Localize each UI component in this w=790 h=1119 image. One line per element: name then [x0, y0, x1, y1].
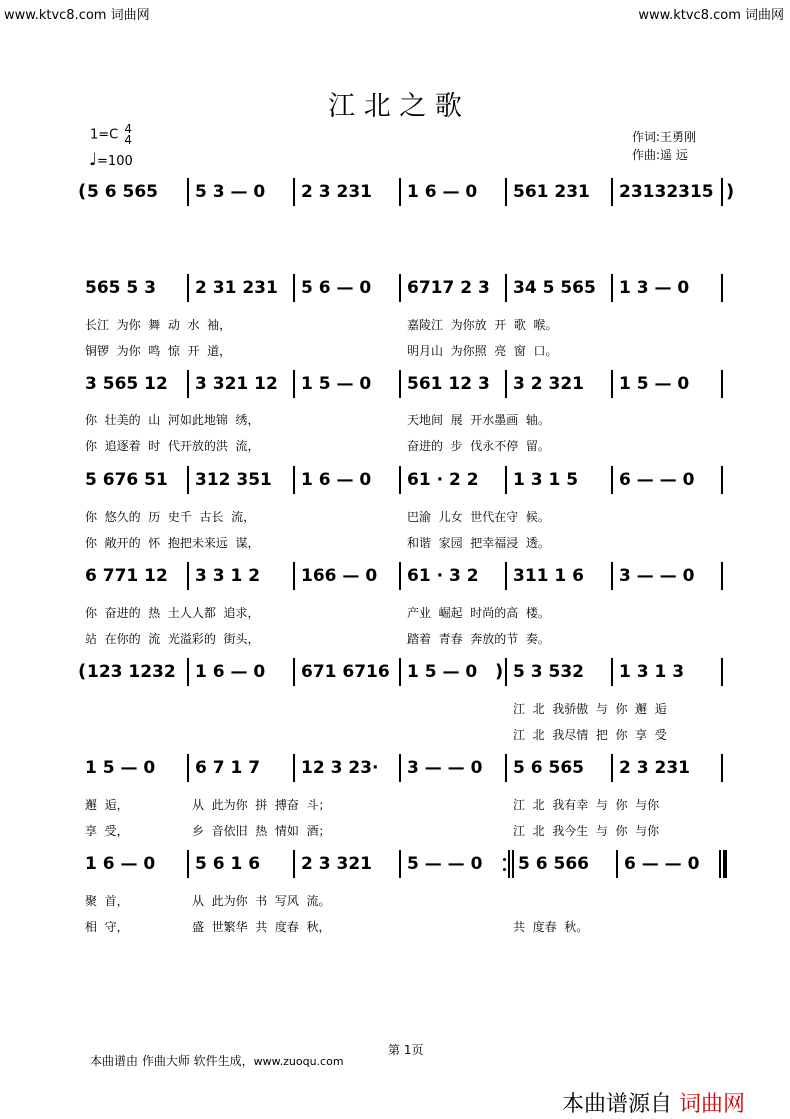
bar-line	[611, 658, 613, 686]
bar-line	[293, 754, 295, 782]
lyric-line: 踏着 青春 奔放的节 奏。	[407, 632, 550, 646]
bar-line	[721, 274, 723, 302]
measure: 561 12 3	[407, 374, 490, 394]
measure: 5 6 566	[518, 854, 589, 874]
lyric-line: 你 悠久的 历 史千 古长 流，	[85, 510, 256, 524]
bar-line	[399, 178, 401, 206]
score-row	[78, 848, 733, 878]
bar-line	[721, 562, 723, 590]
lyric-line: 和谐 家园 把幸福浸 透。	[407, 536, 550, 550]
bar-line	[505, 658, 507, 686]
lyric-line: 享 受，	[85, 824, 129, 838]
lyric-line: 江 北 我尽情 把 你 享 受	[513, 728, 667, 742]
final-bar-thin	[719, 850, 721, 878]
bar-line	[399, 850, 401, 878]
bar-line	[399, 562, 401, 590]
lyric-line: 江 北 我有幸 与 你 与你	[513, 798, 660, 812]
lyric-line: 产业 崛起 时尚的高 楼。	[407, 606, 550, 620]
bar-line	[505, 754, 507, 782]
score-row	[78, 560, 733, 590]
measure: 3 2 321	[513, 374, 584, 394]
bar-line	[187, 658, 189, 686]
bar-line	[399, 658, 401, 686]
lyric-line: 站 在你的 流 光溢彩的 街头，	[85, 632, 260, 646]
bar-line	[293, 370, 295, 398]
measure: 3 565 12	[85, 374, 168, 394]
site-watermark-left: www.ktvc8.com 词曲网	[4, 8, 150, 23]
brand-name: 词曲网	[679, 1092, 746, 1117]
measure: 5 3 — 0	[195, 182, 266, 202]
bar-line	[293, 178, 295, 206]
quarter-note-icon: ♩	[89, 150, 98, 170]
measure: 5 6 1 6	[195, 854, 261, 874]
open-paren: (	[78, 181, 87, 202]
bar-line	[611, 274, 613, 302]
bar-line	[611, 466, 613, 494]
score-row	[78, 176, 733, 206]
bar-line	[611, 370, 613, 398]
lyric-line: 江 北 我今生 与 你 与你	[513, 824, 660, 838]
measure: 123 1232	[87, 662, 176, 682]
measure: 1 6 — 0	[85, 854, 156, 874]
lyric-line: 你 敞开的 怀 抱把未来远 谋，	[85, 536, 260, 550]
footer-note	[90, 1052, 344, 1069]
bar-line	[721, 370, 723, 398]
measure: 61 · 3 2	[407, 566, 479, 586]
measure: 2 3 231	[619, 758, 690, 778]
bar-line	[187, 370, 189, 398]
bar-line	[293, 274, 295, 302]
lyric-line: 嘉陵江 为你放 开 歌 喉。	[407, 318, 558, 332]
lyric-line: 共 度春 秋。	[513, 920, 589, 934]
measure: 1 6 — 0	[301, 470, 372, 490]
time-sig-bottom: 4	[124, 133, 133, 147]
footer-text: 本曲谱由 作曲大师 软件生成，	[90, 1054, 254, 1068]
bar-line	[187, 850, 189, 878]
bar-line	[505, 274, 507, 302]
bar-line	[187, 466, 189, 494]
measure: 2 3 321	[301, 854, 372, 874]
lyric-line: 你 壮美的 山 河如此地锦 绣，	[85, 413, 260, 427]
score-row	[78, 752, 733, 782]
measure: 312 351	[195, 470, 272, 490]
lyricist-credit: 作词:王勇刚	[632, 130, 697, 144]
bar-line	[399, 274, 401, 302]
close-paren: )	[495, 661, 504, 682]
measure: 3 3 1 2	[195, 566, 261, 586]
measure: 1 6 — 0	[407, 182, 478, 202]
lyric-line: 相 守，	[85, 920, 129, 934]
bar-line	[721, 658, 723, 686]
lyric-line: 巴渝 儿女 世代在守 候。	[407, 510, 550, 524]
repeat-dot	[503, 858, 506, 861]
footer-url: www.zuoqu.com	[253, 1055, 344, 1068]
lyric-line: 铜锣 为你 鸣 惊 开 道，	[85, 344, 232, 358]
lyrics-block	[0, 316, 790, 376]
measure: 6717 2 3	[407, 278, 490, 298]
lyric-line: 天地间 展 开水墨画 轴。	[407, 413, 550, 427]
lyric-line: 明月山 为你照 亮 窗 口。	[407, 344, 558, 358]
time-signature	[124, 124, 132, 146]
lyrics-block	[0, 892, 790, 952]
bar-line	[611, 562, 613, 590]
measure: 5 6 565	[513, 758, 584, 778]
page-number: 第 1页	[388, 1043, 424, 1057]
measure: 2 3 231	[301, 182, 372, 202]
lyric-line: 邂 逅，	[85, 798, 129, 812]
score-row	[78, 656, 733, 686]
bar-line	[293, 466, 295, 494]
bar-line	[293, 850, 295, 878]
bar-line	[187, 754, 189, 782]
bar-line	[512, 850, 514, 878]
measure: 3 — — 0	[407, 758, 483, 778]
time-sig-top: 4	[124, 122, 133, 136]
lyrics-block	[0, 700, 790, 760]
measure: 12 3 23·	[301, 758, 379, 778]
measure: 5 6 565	[87, 182, 158, 202]
measure: 1 3 1 5	[513, 470, 579, 490]
measure: 5 3 532	[513, 662, 584, 682]
score-row	[78, 368, 733, 398]
measure: 1 6 — 0	[195, 662, 266, 682]
open-paren: (	[78, 661, 87, 682]
tempo-marking	[89, 150, 133, 170]
bar-line	[399, 754, 401, 782]
lyric-line: 乡 音依旧 热 情如 酒；	[192, 824, 331, 838]
lyric-line: 你 追逐着 时 代开放的洪 流，	[85, 439, 260, 453]
measure: 561 231	[513, 182, 590, 202]
lyric-line: 聚 首，	[85, 894, 129, 908]
lyric-line: 你 奋进的 热 土人人都 追求，	[85, 606, 260, 620]
measure: 34 5 565	[513, 278, 596, 298]
repeat-dot	[503, 868, 506, 871]
bar-line	[399, 466, 401, 494]
measure: 2 31 231	[195, 278, 278, 298]
bar-line	[721, 754, 723, 782]
lyrics-block	[0, 796, 790, 856]
lyrics-block	[0, 411, 790, 471]
measure: 6 7 1 7	[195, 758, 261, 778]
lyrics-block	[0, 604, 790, 664]
bar-line	[399, 370, 401, 398]
bar-line	[611, 178, 613, 206]
score-row	[78, 464, 733, 494]
bar-line	[721, 178, 723, 206]
measure: 671 6716	[301, 662, 390, 682]
measure: 6 771 12	[85, 566, 168, 586]
bar-line	[505, 466, 507, 494]
brand-prefix: 本曲谱源自	[562, 1092, 673, 1117]
lyric-line: 奋进的 步 伐永不停 留。	[407, 439, 550, 453]
bar-line	[187, 178, 189, 206]
final-bar-thick	[723, 850, 727, 878]
bar-line	[505, 562, 507, 590]
score-row	[78, 272, 733, 302]
measure: 3 321 12	[195, 374, 278, 394]
measure: 1 3 — 0	[619, 278, 690, 298]
bar-line	[293, 562, 295, 590]
measure: 1 5 — 0	[301, 374, 372, 394]
lyric-line: 盛 世繁华 共 度春 秋，	[192, 920, 331, 934]
measure: 6 — — 0	[619, 470, 695, 490]
measure: 5 — — 0	[407, 854, 483, 874]
bar-line	[187, 562, 189, 590]
lyric-line: 从 此为你 书 写风 流。	[192, 894, 331, 908]
measure: 166 — 0	[301, 566, 378, 586]
lyric-line: 江 北 我骄傲 与 你 邂 逅	[513, 702, 667, 716]
bar-line	[505, 178, 507, 206]
measure: 23132315	[619, 182, 714, 202]
measure: 5 676 51	[85, 470, 168, 490]
bar-line	[611, 754, 613, 782]
tempo-value: =100	[97, 154, 133, 169]
measure: 1 3 1 3	[619, 662, 685, 682]
song-title: 江 北 之 歌	[328, 91, 462, 122]
key-label: 1=C	[90, 127, 119, 143]
source-brand	[562, 1087, 745, 1118]
measure: 5 6 — 0	[301, 278, 372, 298]
measure: 3 — — 0	[619, 566, 695, 586]
bar-line	[721, 466, 723, 494]
lyric-line: 从 此为你 拼 搏奋 斗；	[192, 798, 331, 812]
bar-line	[293, 658, 295, 686]
lyric-line: 长江 为你 舞 动 水 袖，	[85, 318, 232, 332]
site-watermark-right: www.ktvc8.com 词曲网	[638, 8, 784, 23]
bar-line	[187, 274, 189, 302]
measure: 1 5 — 0	[407, 662, 478, 682]
key-signature	[90, 124, 132, 146]
measure: 6 — — 0	[624, 854, 700, 874]
measure: 61 · 2 2	[407, 470, 479, 490]
measure: 565 5 3	[85, 278, 156, 298]
bar-line	[505, 370, 507, 398]
lyrics-block	[0, 508, 790, 568]
measure: 1 5 — 0	[619, 374, 690, 394]
close-paren: )	[726, 181, 735, 202]
measure: 1 5 — 0	[85, 758, 156, 778]
bar-line	[616, 850, 618, 878]
bar-line	[508, 850, 510, 878]
composer-credit: 作曲:遥 远	[632, 148, 688, 162]
measure: 311 1 6	[513, 566, 584, 586]
